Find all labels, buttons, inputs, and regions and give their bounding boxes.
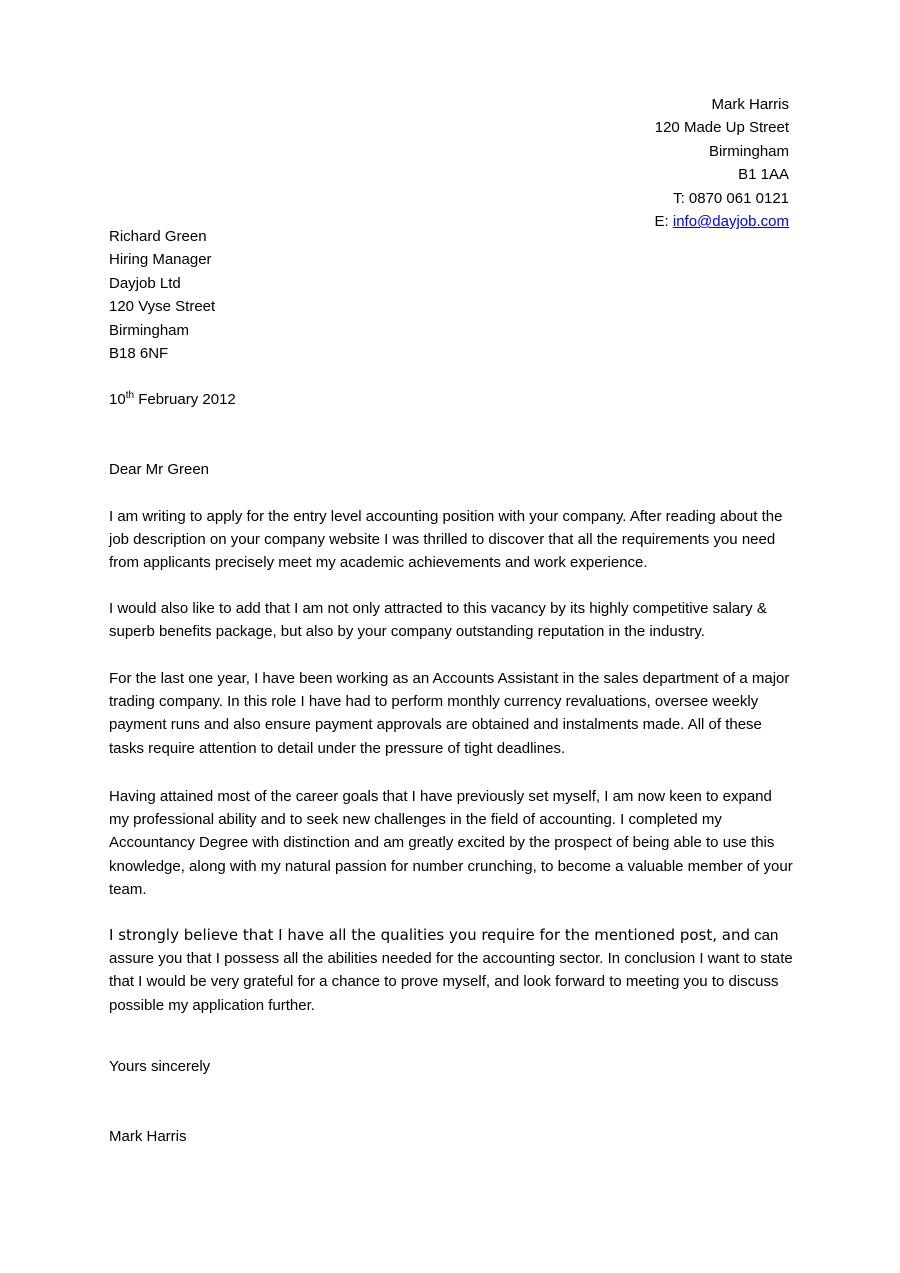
body-paragraph-4: Having attained most of the career goals that I have previously set myself, I am now keen to expand my professional ability and to seek new challenges in the field of accounting. I completed my Accountancy Degree with distinction and am greatly excited by the prospect of being able to use this knowledge, along with my natural passion for number crunching, to become a valuable member of your team.	[109, 788, 793, 898]
sender-name: Mark Harris	[711, 96, 789, 113]
body-paragraph-5	[109, 924, 794, 1017]
sender-address-block	[655, 93, 789, 233]
sender-city: Birmingham	[708, 142, 789, 160]
closing: Yours sincerely	[109, 1058, 211, 1075]
sender-email-link[interactable]: info@dayjob.com	[672, 213, 789, 231]
body-paragraph-2: I would also like to add that I am not only attracted to this vacancy by its highly competitive salary & superb benefits package, but also by your company outstanding reputation in the industry.	[109, 600, 767, 641]
sender-phone: T: 0870 061 0121	[673, 189, 789, 207]
recipient-street: 120 Vyse Street	[109, 298, 216, 316]
letter-date	[109, 388, 236, 411]
sender-postcode: B1 1AA	[738, 166, 789, 184]
date-day: 10	[109, 391, 126, 408]
sender-email-prefix: E:	[654, 213, 673, 231]
recipient-name: Richard Green	[109, 228, 207, 245]
body-paragraph-1: I am writing to apply for the entry level accounting position with your company. After reading about the job description on your company website I was thrilled to discover that all the requirements you need from applicants precisely meet my academic achievements and work experience.	[109, 508, 783, 572]
paragraph-5-rest: can assure you that I possess all the abilities needed for the accounting sector. In conclusion I want to state that I would be very grateful for a chance to prove myself, and look forward to meeting you to discuss possible my application further.	[109, 927, 793, 1014]
recipient-title: Hiring Manager	[109, 251, 212, 269]
body-paragraph-3: For the last one year, I have been working as an Accounts Assistant in the sales department of a major trading company. In this role I have had to perform monthly currency revaluations, oversee weekly payment runs and also ensure payment approvals are obtained and instalments made. All of these tasks require attention to detail under the pressure of tight deadlines.	[109, 670, 790, 757]
date-suffix: th	[125, 390, 135, 401]
signature-name: Mark Harris	[109, 1128, 187, 1145]
sender-street: 120 Made Up Street	[654, 119, 789, 137]
recipient-address-block	[109, 225, 215, 365]
sender-email-line	[655, 210, 789, 233]
date-rest: February 2012	[134, 391, 236, 408]
recipient-company: Dayjob Ltd	[109, 274, 181, 292]
salutation: Dear Mr Green	[109, 461, 210, 478]
recipient-postcode: B18 6NF	[109, 345, 169, 363]
paragraph-5-lead: I strongly believe that I have all the qualities you require for the mentioned post, and	[109, 926, 750, 944]
recipient-city: Birmingham	[109, 321, 190, 339]
